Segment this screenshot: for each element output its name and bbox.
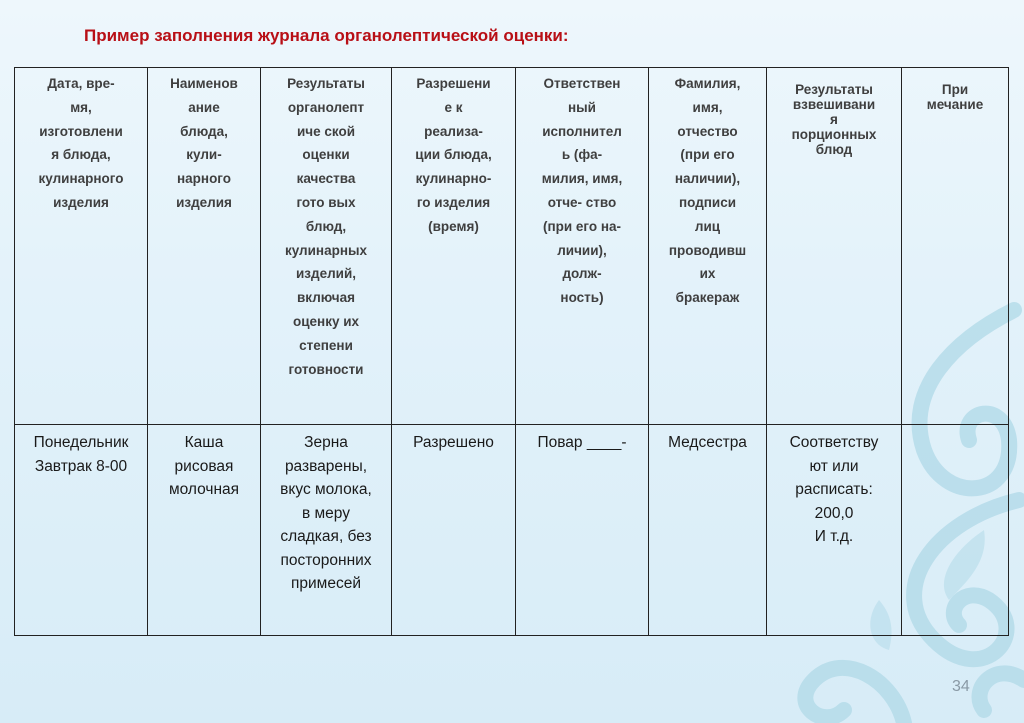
page-number: 34 xyxy=(952,678,970,695)
table-row xyxy=(15,425,1009,636)
cell-dish-name: Каша рисовая молочная xyxy=(148,425,261,636)
header-cell-evaluation-results: Результаты органолепт иче ской оценки качества гото вых блюд, кулинарных изделий, включая оценку их степени готовности xyxy=(261,68,392,425)
table-header-row xyxy=(15,68,1009,425)
header-cell-responsible-person: Ответствен ный исполнител ь (фа- милия, имя, отче- ство (при его на- личии), долж- ность) xyxy=(516,68,649,425)
cell-sale-permission: Разрешено xyxy=(392,425,516,636)
cell-date: Понедельник Завтрак 8-00 xyxy=(15,425,148,636)
cell-weighing-results: Соответству ют или расписать: 200,0 И т.д. xyxy=(767,425,902,636)
header-cell-date: Дата, вре- мя, изготовлени я блюда, кулинарного изделия xyxy=(15,68,148,425)
header-cell-weighing-results: Результаты взвешивани я порционных блюд xyxy=(767,68,902,425)
cell-responsible-person: Повар ____- xyxy=(516,425,649,636)
header-cell-dish-name: Наименов ание блюда, кули- нарного изделия xyxy=(148,68,261,425)
page-title: Пример заполнения журнала органолептической оценки: xyxy=(84,26,569,45)
cell-evaluation-results: Зерна разварены, вкус молока, в меру сладкая, без посторонних примесей xyxy=(261,425,392,636)
header-cell-sale-permission: Разрешени е к реализа- ции блюда, кулинарно- го изделия (время) xyxy=(392,68,516,425)
cell-note xyxy=(902,425,1009,636)
header-cell-note: При мечание xyxy=(902,68,1009,425)
cell-inspector-names: Медсестра xyxy=(649,425,767,636)
header-cell-inspector-names: Фамилия, имя, отчество (при его наличии), подписи лиц проводивш их бракераж xyxy=(649,68,767,425)
organoleptic-journal-table xyxy=(14,67,1009,636)
